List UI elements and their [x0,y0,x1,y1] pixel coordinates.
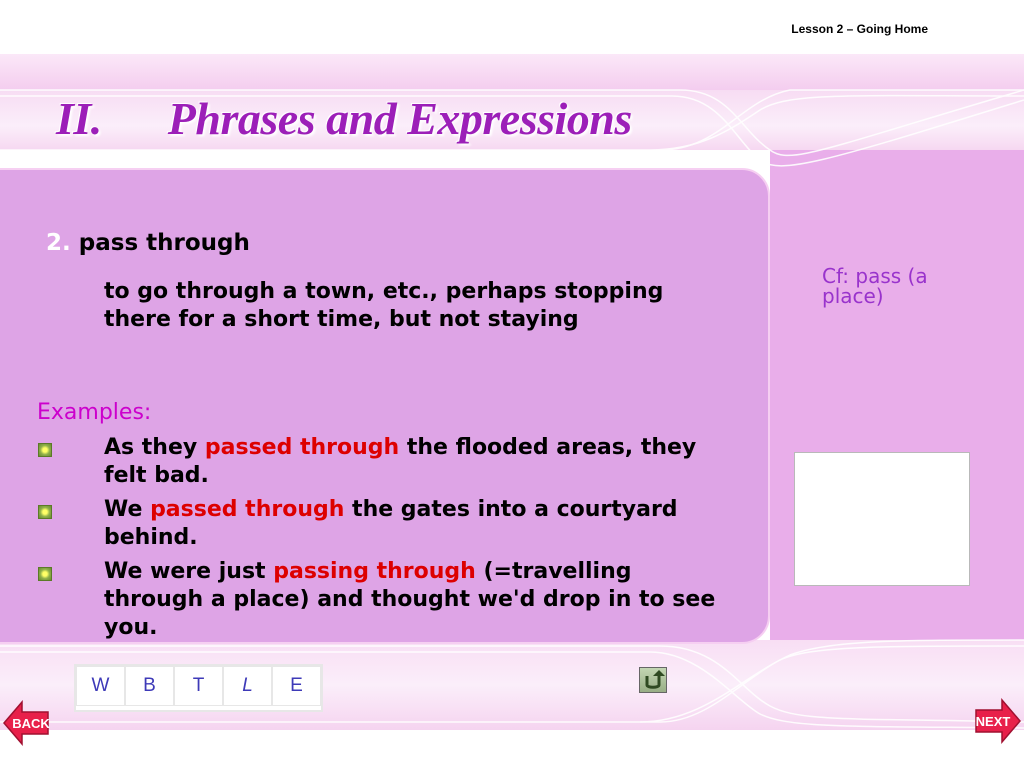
phrase-heading [46,230,250,256]
back-button[interactable] [2,700,50,746]
section-title: II. Phrases and Expressions [56,93,632,144]
next-label: NEXT [975,714,1011,729]
return-button[interactable] [639,667,667,693]
nav-button-b[interactable]: B [125,666,174,706]
example-text-before: As they [104,435,205,460]
back-label: BACK [12,716,50,731]
bullet-square-icon [38,567,52,581]
example-highlight: passed through [150,497,345,522]
examples-label: Examples: [37,400,152,425]
example-highlight: passed through [204,435,400,460]
example-text-after: (=travelling through a place) and thought we'd drop in to see you. [104,559,716,640]
phrase-number: 2. [46,230,71,256]
nav-button-l[interactable]: L [223,666,272,706]
lesson-title: Lesson 2 – Going Home [791,22,928,36]
phrase-text: pass through [78,230,250,256]
nav-button-w[interactable]: W [76,666,125,706]
example-text-before: We [104,497,151,522]
phrase-definition: to go through a town, etc., perhaps stopping there for a short time, but not staying [104,279,664,332]
nav-button-t[interactable]: T [174,666,223,706]
example-item [38,434,738,490]
example-text-after: the flooded areas, they felt bad. [104,435,697,488]
section-nav-bar [74,664,323,712]
examples-list [38,434,738,648]
return-arrow-icon [640,668,666,692]
nav-button-e[interactable]: E [272,666,321,706]
example-text-before: We were just [104,559,274,584]
bullet-square-icon [38,443,52,457]
example-item [38,558,738,642]
image-placeholder [794,452,970,586]
example-highlight: passing through [273,559,476,584]
cf-note: Cf: pass (a place) [822,264,928,308]
example-item [38,496,738,552]
next-button[interactable] [974,698,1022,744]
example-text-after: the gates into a courtyard behind. [104,497,678,550]
bullet-square-icon [38,505,52,519]
